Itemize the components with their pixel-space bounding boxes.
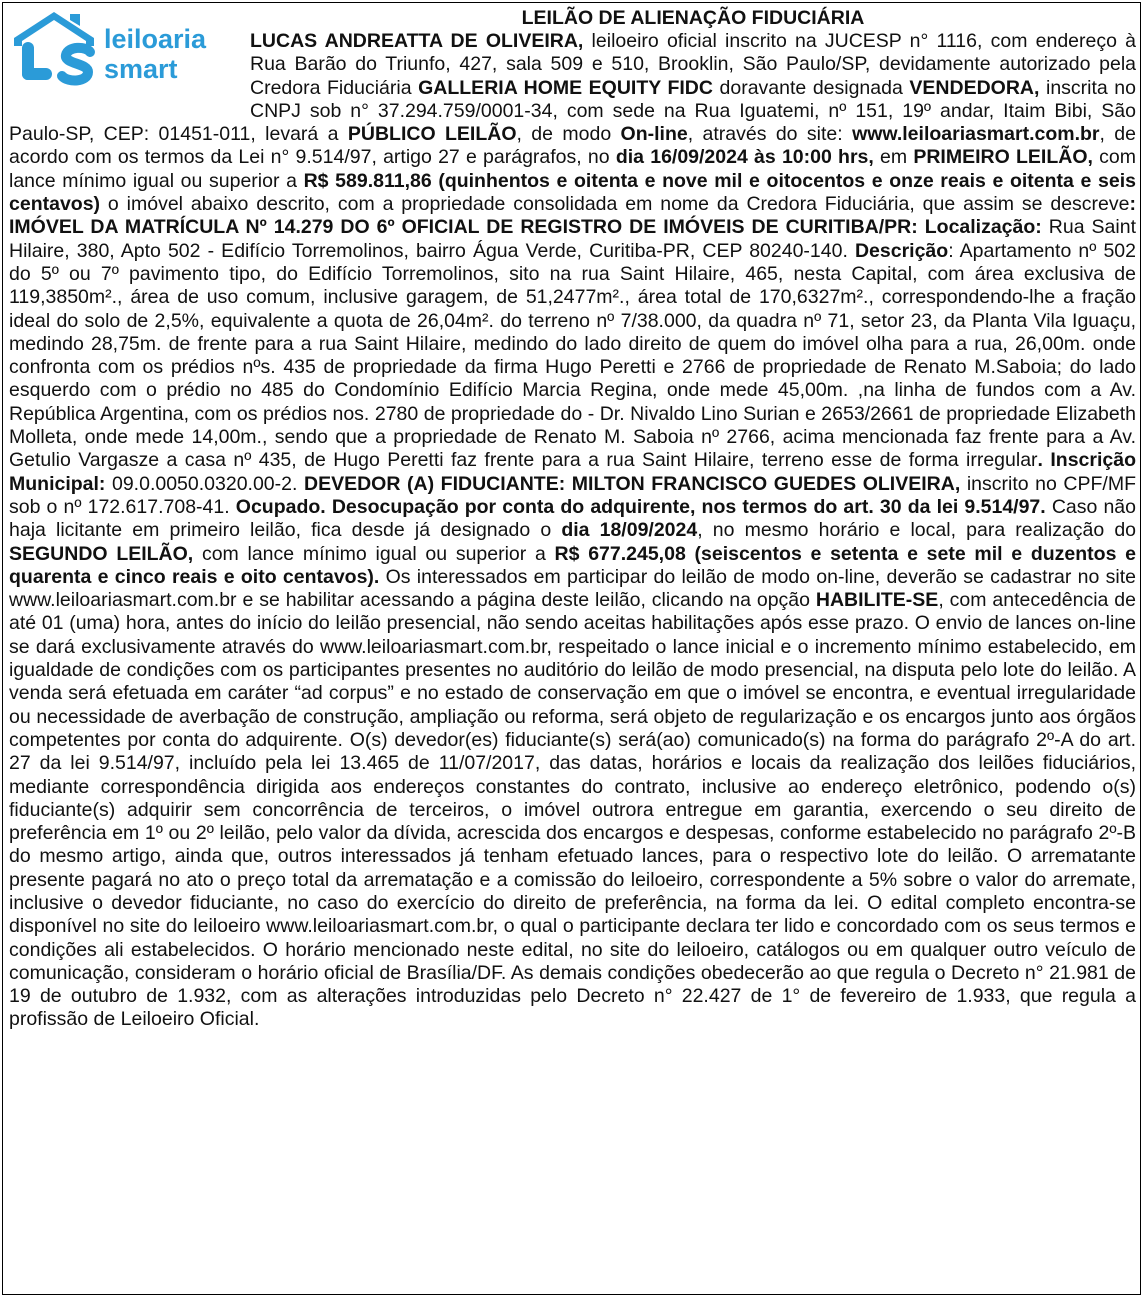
- text-run: inscrito no CPF/MF sob o nº 172.617.708-41.: [9, 472, 1137, 518]
- text-run: PRIMEIRO LEILÃO,: [913, 146, 1093, 169]
- text-run: On-line: [620, 123, 688, 146]
- text-run: R$ 677.245,08 (seiscentos e setenta e sete mil e duzentos e quarenta e cinco reais e oito centavos).: [9, 542, 1136, 588]
- text-run: HABILITE-SE: [815, 589, 939, 612]
- text-run: , com antecedência de até 01 (uma) hora, antes do início do leilão presencial, não sendo aceitas habilitações após esse prazo. O envio de lances on-line se dará exclusivamente através do www.leiloariasmart.com.br, respeitado o lance inicial e o incremento mínimo estabelecido, em igualdade de condições com os participantes presentes no auditório do leilão de modo presencial, na disputa pelo lote do leilão. A venda será efetuada em caráter “ad corpus” e no estado de conservação em que o imóvel se encontra, e eventual irregularidade ou necessidade de averbação de construção, ampliação ou reforma, será objeto de regularização e os encargos junto aos órgãos competentes por conta do adquirente. O(s) devedor(es) fiduciante(s) será(ao) comunicado(s) na forma do parágrafo 2º-A do art. 27 da lei 9.514/97, incluído pela lei 13.465 de 11/07/2017, das datas, horários e locais da realização dos leilões fiduciários, mediante correspondência dirigida aos endereços constantes do contrato, inclusive ao endereço eletrônico, podendo o(s) fiduciante(s) adquirir sem concorrência de terceiros, o imóvel outrora entregue em garantia, exercendo o seu direito de preferência em 1º ou 2º leilão, pelo valor da dívida, acrescida dos encargos e despesas, conforme estabelecido no parágrafo 2º-B do mesmo artigo, ainda que, outros interessados já tenham efetuado lances, para o respectivo lote do leilão. O arrematante presente pagará no ato o preço total da arrematação e a comissão do leiloeiro, correspondente a 5% sobre o valor do arremate, inclusive o devedor fiduciante, no caso do exercício do direito de preferência, na forma da lei. O edital completo encontra-se disponível no site do leiloeiro www.leiloariasmart.com.br, o qual o participante declara ter lido e concordado com os seus termos e condições ali estabelecidos. O horário mencionado neste edital, no site do leiloeiro, catálogos ou em qualquer outro veículo de comunicação, consideram o horário oficial de Brasília/DF. As demais condições obedecerão ao que regula o Decreto n° 21.981 de 19 de outubro de 1.932, com as alterações introduzidas pelo Decreto n° 22.427 de 1° de fevereiro de 1.933, que regula a profissão de Leiloeiro Oficial.: [9, 589, 1136, 1031]
- text-run: GALLERIA HOME EQUITY FIDC: [418, 76, 713, 99]
- text-run: : IMÓVEL DA MATRÍCULA Nº 14.279 DO 6º OFICIAL DE REGISTRO DE IMÓVEIS DE CURITIBA/PR: Localização:: [9, 193, 1136, 239]
- text-run: Os interessados em participar do leilão de modo on-line, deverão se cadastrar no site www.leiloariasmart.com.br e se habilitar acessando a página deste leilão, clicando na opção: [9, 565, 1136, 612]
- text-run: doravante designada: [712, 76, 910, 99]
- text-run: . Inscrição Municipal:: [9, 449, 1136, 495]
- text-run: 09.0.0050.0320.00-2.: [105, 472, 304, 495]
- brand-line1: leiloaria: [104, 24, 207, 54]
- text-run: com lance mínimo igual ou superior a: [9, 146, 1136, 192]
- brand-line2: smart: [104, 54, 178, 84]
- notice-body: [9, 30, 1136, 1032]
- text-run: , de acordo com os termos da Lei n° 9.514/97, artigo 27 e parágrafos, no: [9, 123, 1137, 169]
- text-run: inscrita no CNPJ sob n° 37.294.759/0001-34, com sede na Rua Iguatemi, nº 151, 19º andar, Itaim Bibi, São Paulo-SP, CEP: 01451-011, levará a: [9, 76, 1136, 146]
- notice-paragraph: [9, 30, 1136, 1030]
- text-run: , de modo: [516, 123, 621, 146]
- page-title: LEILÃO DE ALIENAÇÃO FIDUCIÁRIA: [521, 7, 865, 29]
- text-run: Rua Saint Hilaire, 380, Apto 502 - Edifício Torremolinos, bairro Água Verde, Curitiba-PR, CEP 80240-140.: [9, 216, 1136, 262]
- text-run: VENDEDORA,: [909, 76, 1040, 99]
- text-run: DEVEDOR (A) FIDUCIANTE: MILTON FRANCISCO GUEDES OLIVEIRA,: [304, 472, 961, 495]
- text-run: dia 16/09/2024 às 10:00 hrs,: [615, 146, 874, 169]
- text-run: PÚBLICO LEILÃO: [347, 123, 517, 146]
- text-run: Descrição: [854, 239, 949, 262]
- text-run: em: [873, 146, 914, 169]
- text-run: www.leiloariasmart.com.br: [852, 123, 1100, 146]
- text-run: Ocupado. Desocupação por conta do adquirente, nos termos do art. 30 da lei 9.514/97.: [235, 495, 1046, 518]
- text-run: LUCAS ANDREATTA DE OLIVEIRA,: [250, 30, 584, 52]
- text-run: , no mesmo horário e local, para realização do: [697, 519, 1137, 542]
- text-run: SEGUNDO LEILÃO,: [9, 542, 194, 565]
- text-run: o imóvel abaixo descrito, com a propriedade consolidada em nome da Credora Fiduciária, que assim se descreve: [100, 193, 1130, 216]
- text-run: Caso não haja licitante em primeiro leilão, fica desde já designado o: [9, 495, 1136, 542]
- text-run: R$ 589.811,86 (quinhentos e oitenta e nove mil e oitocentos e onze reais e oitenta e seis centavos): [9, 169, 1136, 216]
- text-run: : Apartamento nº 502 do 5º ou 7º pavimento tipo, do Edifício Torremolinos, sito na rua Saint Hilaire, 465, nesta Capital, com área exclusiva de 119,3850m²., área de uso comum, inclusive garagem, de 51,2477m²., área total de 170,6327m²., correspondendo-lhe a fração ideal do solo de 2,5%, equivalente a quota de 26,04m². do terreno nº 7/38.000, da quadra nº 71, setor 23, da Planta Vila Iguaçu, medindo 28,75m. de frente para a rua Saint Hilaire, medindo do lado direito de quem do imóvel olha para a rua, 26,00m. onde confronta com os prédios nºs. 435 de propriedade da firma Hugo Peretti e 2766 de propriedade de Renato M.Saboia; do lado esquerdo com o prédio no 485 do Condomínio Edifício Marcia Regina, onde mede 45,00m. ,na linha de fundos com a Av. República Argentina, com os prédios nos. 2780 de propriedade do - Dr. Nivaldo Lino Surian e 2653/2661 de propriedade Elizabeth Molleta, onde mede 14,00m., sendo que a propriedade de Renato M. Saboia nº 2766, acima mencionada faz frente para a Av. Getulio Vargasze a casa nº 435, de Hugo Peretti faz frente para a rua Saint Hilaire, terreno esse de forma irregular: [9, 239, 1136, 472]
- logo-spacer: [9, 30, 250, 100]
- text-run: com lance mínimo igual ou superior a: [193, 542, 555, 565]
- text-run: leiloeiro oficial inscrito na JUCESP n° 1116, com endereço à Rua Barão do Triunfo, 427, sala 509 e 510, Brooklin, São Paulo/SP, devidamente autorizado pela Credora Fiduciária: [250, 30, 1136, 99]
- text-run: dia 18/09/2024: [561, 519, 698, 542]
- text-run: , através do site:: [687, 123, 853, 146]
